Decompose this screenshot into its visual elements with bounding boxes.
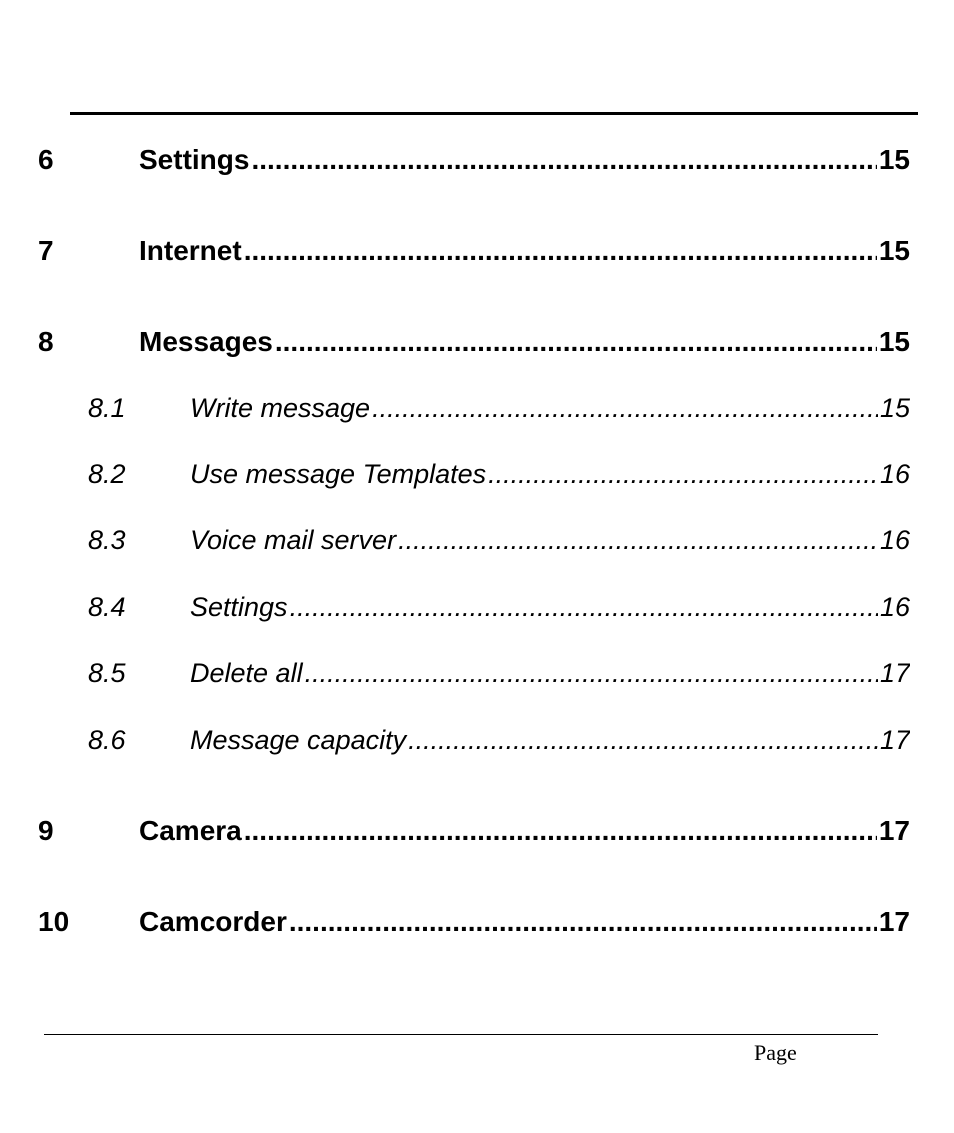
toc-entry-camcorder[interactable] (38, 906, 910, 946)
entry-page-number: 17 (878, 906, 910, 937)
entry-title: Message capacity (190, 725, 407, 755)
entry-number: 8.6 (88, 725, 126, 755)
dot-leader (244, 815, 877, 847)
entry-number: 8.5 (88, 658, 126, 688)
toc-entry-messages[interactable] (38, 326, 910, 366)
toc-entry-use-message-templates[interactable] (38, 459, 910, 499)
toc-entry-message-settings[interactable] (38, 592, 910, 632)
entry-title: Messages (139, 326, 273, 357)
entry-page-number: 17 (879, 725, 910, 755)
entry-page-number: 16 (879, 459, 910, 489)
dot-leader (372, 393, 878, 424)
entry-number: 6 (38, 144, 54, 175)
entry-title: Camera (139, 815, 242, 846)
toc-entry-write-message[interactable] (38, 393, 910, 433)
dot-leader (244, 235, 877, 267)
entry-page-number: 15 (878, 235, 910, 266)
entry-number: 8.2 (88, 459, 126, 489)
entry-number: 8.3 (88, 525, 126, 555)
entry-title: Write message (190, 393, 371, 423)
entry-page-number: 17 (879, 658, 910, 688)
entry-page-number: 16 (879, 592, 910, 622)
entry-title: Delete all (190, 658, 303, 688)
entry-number: 8.1 (88, 393, 126, 423)
entry-number: 7 (38, 235, 54, 266)
entry-number: 8 (38, 326, 54, 357)
entry-title: Use message Templates (190, 459, 487, 489)
entry-page-number: 15 (878, 326, 910, 357)
header-rule (70, 112, 918, 115)
dot-leader (305, 658, 878, 689)
entry-title: Settings (190, 592, 288, 622)
entry-page-number: 16 (879, 525, 910, 555)
toc-entry-camera[interactable] (38, 815, 910, 855)
entry-page-number: 15 (878, 144, 910, 175)
entry-title: Settings (139, 144, 250, 175)
toc-entry-settings[interactable] (38, 144, 910, 184)
dot-leader (408, 725, 878, 756)
dot-leader (289, 906, 877, 938)
entry-page-number: 17 (878, 815, 910, 846)
toc-entry-internet[interactable] (38, 235, 910, 275)
toc-entry-delete-all[interactable] (38, 658, 910, 698)
toc-entry-voice-mail-server[interactable] (38, 525, 910, 565)
entry-title: Internet (139, 235, 242, 266)
dot-leader (488, 459, 878, 490)
toc-entry-message-capacity[interactable] (38, 725, 910, 765)
dot-leader (290, 592, 878, 623)
entry-number: 8.4 (88, 592, 126, 622)
entry-title: Camcorder (139, 906, 287, 937)
dot-leader (251, 144, 876, 176)
entry-page-number: 15 (879, 393, 910, 423)
dot-leader (275, 326, 877, 358)
entry-title: Voice mail server (190, 525, 397, 555)
footer-rule (44, 1034, 878, 1035)
entry-number: 10 (38, 906, 70, 937)
dot-leader (398, 525, 878, 556)
page-footer-label: Page (754, 1040, 797, 1065)
entry-number: 9 (38, 815, 54, 846)
